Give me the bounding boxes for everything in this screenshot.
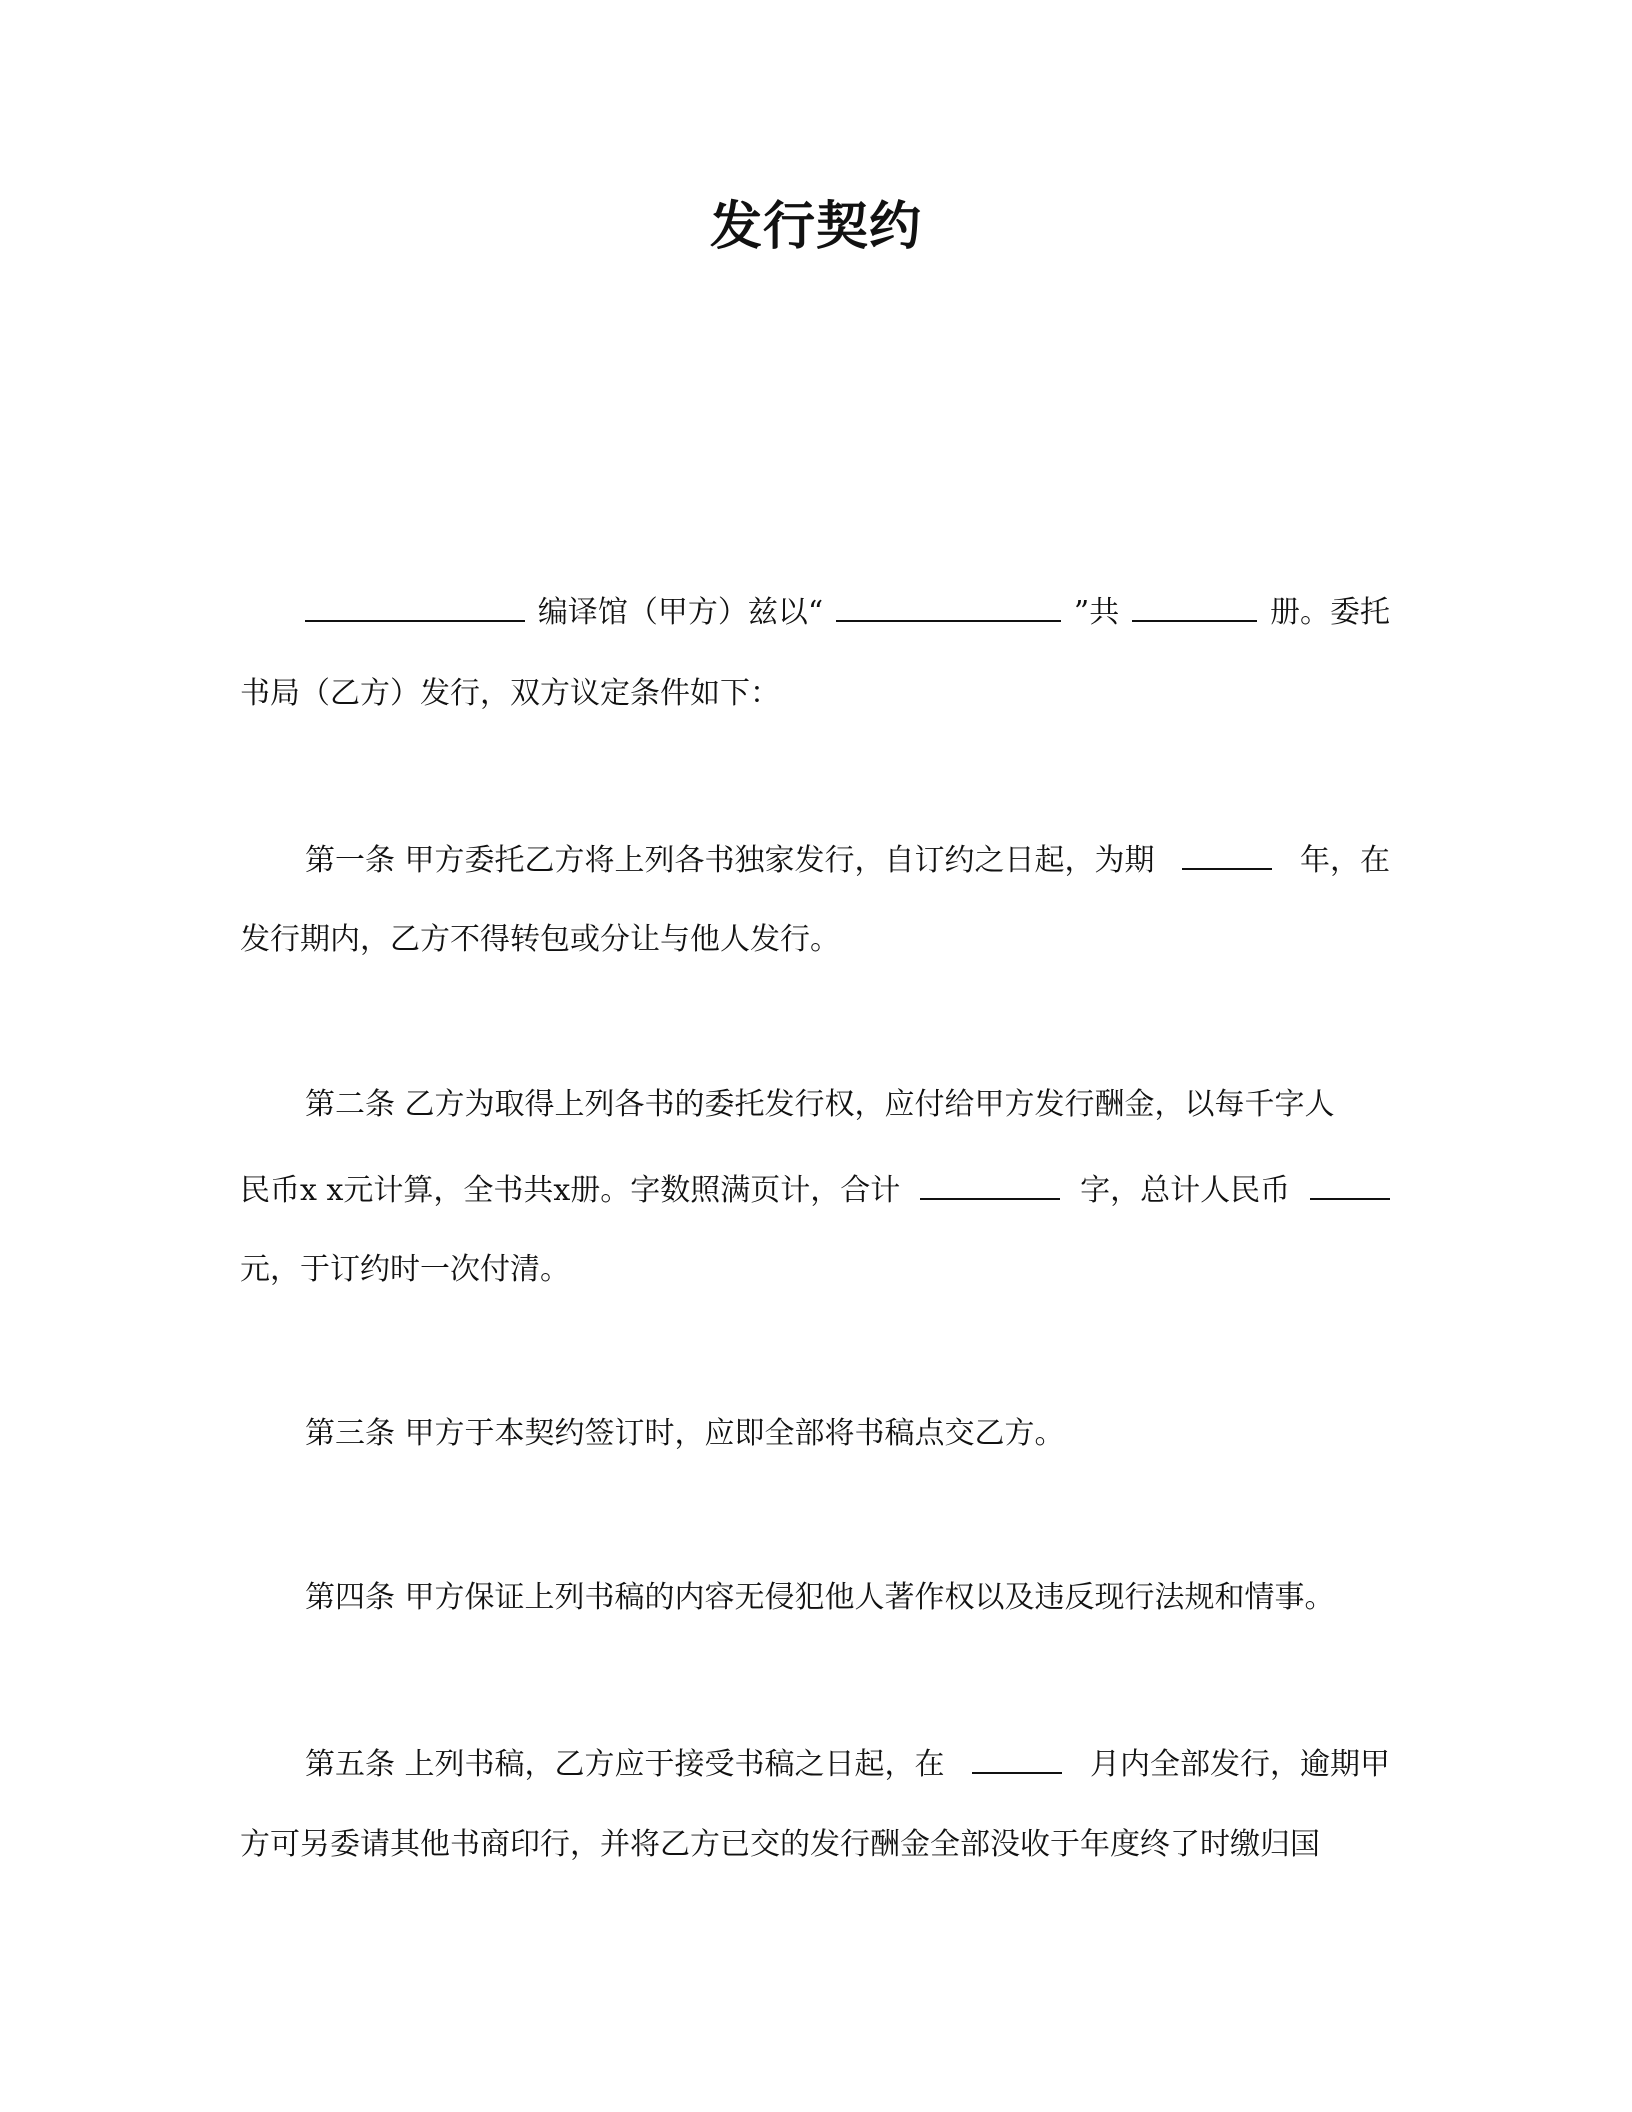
document-title: 发行契约 bbox=[709, 197, 922, 257]
blank-volume-count[interactable] bbox=[1132, 590, 1257, 622]
preamble-text-1b: ”共 bbox=[1073, 595, 1120, 630]
blank-book-title[interactable] bbox=[836, 590, 1061, 622]
blank-total-amount[interactable] bbox=[1310, 1168, 1390, 1200]
blank-publisher-name[interactable] bbox=[305, 590, 525, 622]
article-5-line-1 bbox=[305, 1742, 1390, 1785]
article-1-text-1b: 年，在 bbox=[1299, 843, 1390, 878]
preamble-text-1c: 册。委托 bbox=[1269, 595, 1390, 630]
article-1-line-2: 发行期内，乙方不得转包或分让与他人发行。 bbox=[240, 922, 840, 957]
article-2-text-2b: 字，总计人民币 bbox=[1080, 1173, 1291, 1208]
preamble-line-2: 书局（乙方）发行，双方议定条件如下： bbox=[240, 676, 780, 711]
article-2-line-3: 元，于订约时一次付清。 bbox=[240, 1252, 570, 1287]
blank-months[interactable] bbox=[972, 1742, 1062, 1774]
article-3-line-1: 第三条 甲方于本契约签订时，应即全部将书稿点交乙方。 bbox=[305, 1416, 1065, 1451]
article-5-text-1a: 第五条 上列书稿，乙方应于接受书稿之日起，在 bbox=[305, 1747, 945, 1782]
article-1-text-1a: 第一条 甲方委托乙方将上列各书独家发行，自订约之日起，为期 bbox=[305, 843, 1155, 878]
article-2-text-2a: 民币x x元计算，全书共x册。字数照满页计，合计 bbox=[240, 1173, 901, 1208]
article-4-line-1: 第四条 甲方保证上列书稿的内容无侵犯他人著作权以及违反现行法规和情事。 bbox=[305, 1580, 1335, 1615]
article-2-line-2 bbox=[240, 1168, 1390, 1211]
blank-term-years[interactable] bbox=[1182, 838, 1272, 870]
article-5-line-2: 方可另委请其他书商印行，并将乙方已交的发行酬金全部没收于年度终了时缴归国 bbox=[240, 1827, 1320, 1862]
article-2-line-1: 第二条 乙方为取得上列各书的委托发行权，应付给甲方发行酬金，以每千字人 bbox=[305, 1087, 1335, 1122]
article-1-line-1 bbox=[305, 838, 1390, 881]
article-5-text-1b: 月内全部发行，逾期甲 bbox=[1089, 1747, 1390, 1782]
preamble-text-1a: 编译馆（甲方）兹以“ bbox=[537, 595, 824, 630]
preamble-line-1 bbox=[305, 590, 1390, 633]
blank-word-count[interactable] bbox=[920, 1168, 1060, 1200]
